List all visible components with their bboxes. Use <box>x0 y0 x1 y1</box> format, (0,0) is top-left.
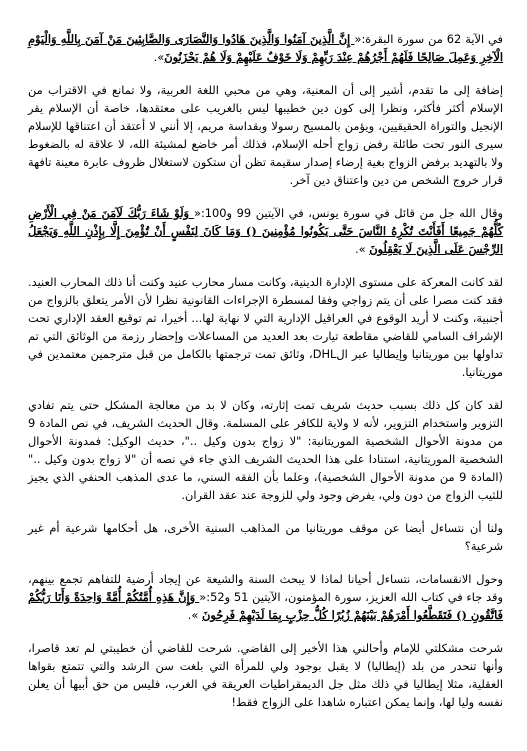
paragraph-judge <box>28 639 503 711</box>
paragraph-baqarah-verse <box>28 30 503 66</box>
body-text: ولنا أن نتساءل أيضا عن موقف موريتانيا من المذاهب السنية الأخرى، هل أحكامها شرعية أم غير شرعية؟ <box>28 521 503 553</box>
intro-text: وقال الله جل من قائل في سورة يونس، في الآيتين 99 و100:« <box>193 206 504 220</box>
paragraph-yunus-verse <box>28 204 503 258</box>
paragraph-addition <box>28 81 503 189</box>
quran-verse: وَإِنَّ هَذِهِ أُمَّتُكُمْ أُمَّةً وَاحِدَةً وَأَنَا رَبُّكُمْ فَاتَّقُونِ () فَتَقَطَّعُوا أَمْرَهُمْ بَيْنَهُمْ زُبُرًا كُلُّ حِزْبٍ بِمَا لَدَيْهِمْ فَرِحُونَ <box>28 590 503 622</box>
body-text: لقد كانت المعركة على مستوى الإدارة الدينية، وكانت مسار محارب عنيد وكنت أنا ذلك المحارب العنيد. فقد كنت مصرا على أن يتم زواجي وفقا لمسطرة الإجراءات القانونية نظرا لأن الأمر يتعلق بالزواج من أجنبية، وكنت لا أريد الوقوع في العراقيل الإدارية التي لا نهاية لها... أخيرا، تم توقيع العقد الإداري تحت الإشراف السامي للقاضي مقاطعة تيارت بعد العديد من المساعلات وإحضار رزمة من الوثائق التي تم تداولها بين موريتانيا وإيطاليا عبر ال <box>28 275 503 361</box>
quran-verse: وَلَوْ شَاءَ رَبُّكَ لَآمَنَ مَنْ فِي الْأَرْضِ كُلُّهُمْ جَمِيعًا أَفَأَنْتَ تُكْرِهُ النَّاسَ حَتَّى يَكُونُوا مُؤْمِنِينَ () وَمَا كَانَ لِنَفْسٍ أَنْ تُؤْمِنَ إِلَّا بِإِذْنِ اللَّهِ وَيَجْعَلُ الرِّجْسَ عَلَى الَّذِينَ لَا يَعْقِلُونَ <box>28 206 503 256</box>
intro-text: في الآية 62 من سورة البقرة:« <box>354 32 503 46</box>
intro-text: وحول الانقسامات، نتساءل أحيانا لماذا لا يبحث السنة والشيعة عن إيجاد أرضية للتفاهم تجمع بينهم، وقد جاء في كتاب الله العزيز، سورة المؤمنون، الآيتين 51 و52:« <box>28 572 503 604</box>
quran-verse: إِنَّ الَّذِينَ آمَنُوا وَالَّذِينَ هَادُوا وَالنَّصَارَى وَالصَّابِئِينَ مَنْ آمَنَ بِاللَّهِ وَالْيَوْمِ الْآخِرِ وَعَمِلَ صَالِحًا فَلَهُمْ أَجْرُهُمْ عِنْدَ رَبِّهِمْ وَلَا خَوْفٌ عَلَيْهِمْ وَلَا هُمْ يَحْزَنُونَ <box>28 32 503 64</box>
body-text: شرحت مشكلتي للإمام وأحالني هذا الأخير إلى القاضي. شرحت للقاضي أن خطيبتي لم تعد قاصرا، وأنها تنحدر من بلد (إيطاليا) لا يقبل بوجود ولي للمرأة التي بلغت سن الرشد والتي تتمتع بقواها العقلية، مثلا إيطاليا في ذلك مثل جل الديمقراطيات العريقة في الغرب، فليس من حق أبيها أن يعلن نفسه وليا لها، وإنما يمكن اعتباره شاهدا على الزواج فقط! <box>28 641 503 709</box>
closing-quote: ». <box>153 50 165 64</box>
body-text: لقد كان كل ذلك بسبب حديث شريف تمت إثارته، وكان لا بد من معالجة المشكل حتى يتم تفادي التزوير واستخدام التزوير، لأنه لا ولاية للكافر على المسلمة. وقال الحديث الشريف، في نص المادة 9 من مدونة الأحوال الشخصية الموريتانية: "لا زواج بدون وكيل .."، حديث الوكيل: فمدونة الأحوال الشخصية الموريتانية، استنادا على هذا الحديث الشريف الذي جاء في نصه أن "لا زواج بدون وكيل .." (المادة 9 من مدونة الأحوال الشخصية)، وعلما بأن الفقه السني، ما عدى المذهب الحنفي الذي يجيز للثيب الزواج من دون ولي، يفرض وجود ولي للزوجة عند عقد القران. <box>28 398 504 502</box>
paragraph-muminun-verse <box>28 570 503 624</box>
paragraph-battle <box>28 273 503 381</box>
paragraph-question <box>28 519 503 555</box>
body-text: إضافة إلى ما تقدم، أشير إلى أن المعنية، وهي من محبي اللغة العربية، ولا تمانع في الاقتراب من الإسلام أكثر فأكثر، ونظرا إلى كون دين خطيبها ليس بالغريب على معتقدها، خاصة أن الإسلام يقر الإنجيل والتوراة الحقيقيين، ويؤمن بالمسيح رسولا وبقداسة مريم، إلا أنني لا أعتقد أن اعتناقها للإسلام سيرى النور تحت طائلة رفض زواج أحله الإسلام، فذلك أمر خاضع لمشيئة الله، لا علاقة له بالضغوط ولا بالتهديد برفض الزواج بغية إرضاء إصدار سقيمة تظن أن ستكون لاستغلال ظروف عابرة معينة تافهة قرار خروج الشخص من دين واعتناق دين آخر. <box>28 83 503 187</box>
dhl-text: DHL <box>312 347 337 361</box>
closing-quote: ». <box>354 242 370 256</box>
body-text-end: ، وثائق تمت ترجمتها بالكامل من قبل مترجمين معتمدين في موريتانيا. <box>28 347 503 379</box>
closing-quote: ». <box>187 608 202 622</box>
paragraph-hadith <box>28 396 503 504</box>
